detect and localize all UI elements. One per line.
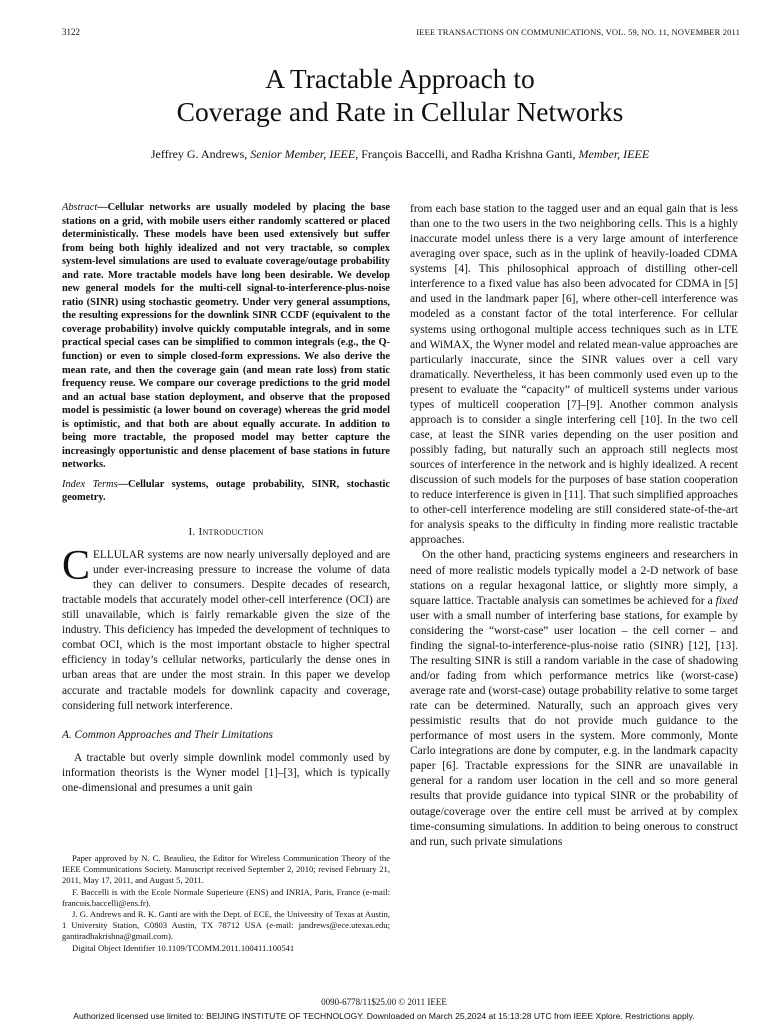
paper-title [0,62,768,128]
author-2-3: , François Baccelli, and Radha Krishna Ganti, [355,147,579,161]
section-number: I. [188,526,199,539]
author-list [0,147,768,162]
right-paragraph-2-b: user with a small number of interfering base stations, for example by considering the “worst-case” user location – the cell corner – and finding the signal-to-interference-plus-noise ratio (SINR) [12], [13]. The resulting SINR is still a random variable in the case of shadowing and/or fading from which performance metrics like (worst-case) average rate and (worst-case) outage probability relative to some target rate can be determined. Naturally, such an approach gives very pessimistic results that do not provide much guidance to the performance of most users in the system. More commonly, Monte Carlo integrations are done by computer, e.g. in the landmark capacity paper [6]. Tractable expressions for the SINR are unavailable in general for a random user location in the cell and so more general results that provide guidance into typical SINR or the probability of outage/coverage over the entire cell must be arrived at by complex time-consuming simulations. In addition to being onerous to construct and run, such private simulations [410,609,738,848]
index-terms-text: —Cellular systems, outage probability, SINR, stochastic geometry. [62,478,390,504]
abstract-lead: Abstract [62,202,98,213]
section-title: Introduction [198,526,264,539]
copyright-line: 0090-6778/11$25.00 © 2011 IEEE [321,997,447,1007]
left-column [62,201,390,796]
intro-paragraph-1-text: ELLULAR systems are now nearly universally deployed and are under ever-increasing pressure to increase the volume of data they can deliver to consumers. Despite decades of research, tractable models that accurately model other-cell interference (OCI) are still unavailable, which is fairly remarkable given the size of the industry. This deficiency has impeded the development of techniques to combat OCI, which is the most important obstacle to higher spectral efficiency in today’s cellular networks, particularly the dense ones in urban areas that are under the most strain. In this paper we develop accurate and tractable models for downlink capacity and coverage, considering full network interference. [62,549,390,712]
abstract [62,201,390,472]
intro-paragraph-2: A tractable but overly simple downlink model commonly used by information theorists is the Wyner model [1]–[3], which is typically one-dimensional and presumes a unit gain [62,751,390,794]
drop-cap: C [62,543,91,590]
right-paragraph-1: from each base station to the tagged user and an equal gain that is less than one to the two users in the two neighboring cells. This is a highly inaccurate model unless there is a very large amount of interference averaging over space, such as in the uplink of heavily-loaded CDMA systems [4]. This philosophical approach of distilling other-cell interference to a fixed value has also been advocated for CDMA in [5] and used in the landmark paper [6], where other-cell interference was modeled as a constant factor of the total interference. For cellular systems using orthogonal multiple access techniques such as in LTE and WiMAX, the Wyner model and related mean-value approaches are particularly inaccurate, since the SINR values over a cell vary dramatically. Nevertheless, it has been commonly used even up to the present to evaluate the “capacity” of multicell systems under various types of multicell cooperation [7]–[9]. Another common analysis approach is to consider a single interfering cell [10]. In the two cell case, at least the SINR varies depending on the user position and possibly fading, but naturally such an approach still neglects most sources of interference in the network and is highly idealized. A recent discussion of such models for the purposes of base station cooperation to reduce interference is given in [11]. That such simplified approaches to other-cell interference modeling are still considered state-of-the-art for analysis speaks to the difficulty in finding more realistic tractable approaches. [410,203,738,547]
footnote-editor: Paper approved by N. C. Beaulieu, the Editor for Wireless Communication Theory of the IEEE Communications Society. Manuscript received September 2, 2010; revised February 21, 2011, May 17, 2011, and August 5, 2011. [62,853,390,886]
author-3-role: Member, IEEE [578,147,650,161]
running-head: IEEE TRANSACTIONS ON COMMUNICATIONS, VOL. 59, NO. 11, NOVEMBER 2011 [416,27,740,37]
right-paragraph-2-a: On the other hand, practicing systems engineers and researchers in need of more realistic models typically model a 2-D network of base stations on a regular hexagonal lattice, or slightly more simply, a square lattice. Tractable analysis can sometimes be achieved for a [410,549,738,607]
title-line-1: A Tractable Approach to [265,63,535,94]
title-line-2: Coverage and Rate in Cellular Networks [176,96,624,127]
abstract-text: —Cellular networks are usually modeled by placing the base stations on a grid, with mobile users either randomly scattered or placed deterministically. These models have been used extensively but suffer from being both highly idealized and not very tractable, so complex system-level simulations are used to evaluate coverage/outage probability and rate. More tractable models have long been desirable. We develop new general models for the multi-cell signal-to-interference-plus-noise ratio (SINR) using stochastic geometry. Under very general assumptions, the resulting expressions for the downlink SINR CCDF (equivalent to the coverage probability) involve quickly computable integrals, and in some practical special cases can be simplified to common integrals (e.g., the Q-function) or even to simple closed-form expressions. We also derive the mean rate, and then the coverage gain (and mean rate loss) from static frequency reuse. We compare our coverage predictions to the grid model and an actual base station deployment, and observe that the proposed model is pessimistic (a lower bound on coverage) whereas the grid model is optimistic, and that both are about equally accurate. In addition to being more tractable, the proposed model may better capture the increasingly opportunistic and dense placement of base stations in future networks. [62,202,390,471]
author-1: Jeffrey G. Andrews, [150,147,251,161]
license-notice: Authorized licensed use limited to: BEIJING INSTITUTE OF TECHNOLOGY. Downloaded on March 25,2024 at 15:13:28 UTC from IEEE Xplore. Restrictions apply. [73,1011,695,1021]
emphasis-fixed: fixed [715,594,738,607]
author-1-role: Senior Member, IEEE [250,147,356,161]
page-number: 3122 [62,27,80,37]
footnote-baccelli: F. Baccelli is with the Ecole Normale Superieure (ENS) and INRIA, Paris, France (e-mail: francois.baccelli@ens.fr). [62,886,390,908]
subsection-heading: A. Common Approaches and Their Limitations [62,728,273,741]
right-column [410,202,738,850]
intro-paragraph-1 [62,543,390,714]
section-heading-introduction [62,525,390,540]
footnotes [62,853,390,954]
index-terms-lead: Index Terms [62,478,118,490]
footnote-andrews-ganti: J. G. Andrews and R. K. Ganti are with the Dept. of ECE, the University of Texas at Austin, 1 University Station, C0803 Austin, TX 78712 USA (e-mail: jandrews@ece.utexas.edu; gantiradhakrishna@gmail.com). [62,909,390,942]
index-terms [62,478,390,505]
right-paragraph-2 [410,548,738,849]
footnote-doi: Digital Object Identifier 10.1109/TCOMM.2011.100411.100541 [72,942,295,953]
